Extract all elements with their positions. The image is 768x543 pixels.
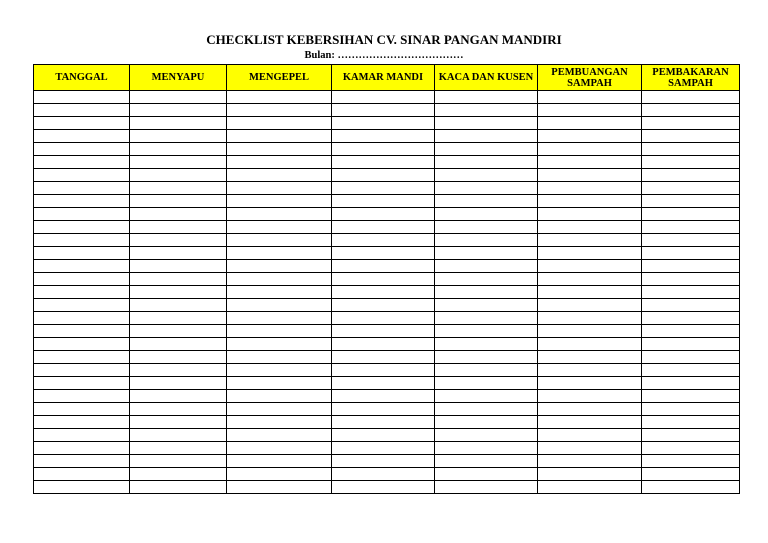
checklist-cell[interactable] bbox=[130, 260, 227, 273]
checklist-cell[interactable] bbox=[34, 299, 130, 312]
checklist-cell[interactable] bbox=[130, 130, 227, 143]
checklist-cell[interactable] bbox=[332, 247, 435, 260]
checklist-cell[interactable] bbox=[227, 221, 332, 234]
checklist-cell[interactable] bbox=[642, 312, 740, 325]
checklist-cell[interactable] bbox=[130, 195, 227, 208]
checklist-cell[interactable] bbox=[435, 260, 538, 273]
checklist-cell[interactable] bbox=[642, 442, 740, 455]
checklist-cell[interactable] bbox=[435, 299, 538, 312]
checklist-cell[interactable] bbox=[435, 377, 538, 390]
checklist-cell[interactable] bbox=[227, 390, 332, 403]
checklist-cell[interactable] bbox=[435, 143, 538, 156]
checklist-body bbox=[34, 91, 740, 494]
checklist-cell[interactable] bbox=[642, 351, 740, 364]
checklist-cell[interactable] bbox=[642, 364, 740, 377]
checklist-cell[interactable] bbox=[538, 312, 642, 325]
checklist-cell[interactable] bbox=[332, 221, 435, 234]
table-row bbox=[34, 117, 740, 130]
checklist-cell[interactable] bbox=[332, 455, 435, 468]
checklist-cell[interactable] bbox=[435, 312, 538, 325]
checklist-cell[interactable] bbox=[642, 299, 740, 312]
checklist-cell[interactable] bbox=[332, 299, 435, 312]
checklist-cell[interactable] bbox=[642, 429, 740, 442]
checklist-cell[interactable] bbox=[130, 169, 227, 182]
checklist-cell[interactable] bbox=[130, 247, 227, 260]
checklist-cell[interactable] bbox=[332, 377, 435, 390]
table-row bbox=[34, 156, 740, 169]
checklist-cell[interactable] bbox=[227, 403, 332, 416]
checklist-cell[interactable] bbox=[130, 325, 227, 338]
checklist-cell[interactable] bbox=[227, 91, 332, 104]
checklist-cell[interactable] bbox=[130, 416, 227, 429]
checklist-cell[interactable] bbox=[435, 455, 538, 468]
checklist-cell[interactable] bbox=[34, 364, 130, 377]
checklist-cell[interactable] bbox=[34, 104, 130, 117]
checklist-cell[interactable] bbox=[227, 117, 332, 130]
checklist-cell[interactable] bbox=[130, 117, 227, 130]
checklist-cell[interactable] bbox=[642, 130, 740, 143]
checklist-cell[interactable] bbox=[227, 468, 332, 481]
checklist-cell[interactable] bbox=[130, 403, 227, 416]
table-row bbox=[34, 286, 740, 299]
checklist-cell[interactable] bbox=[538, 260, 642, 273]
checklist-cell[interactable] bbox=[34, 221, 130, 234]
checklist-cell[interactable] bbox=[435, 364, 538, 377]
header-row bbox=[34, 65, 740, 91]
checklist-cell[interactable] bbox=[130, 429, 227, 442]
checklist-cell[interactable] bbox=[227, 325, 332, 338]
table-row bbox=[34, 364, 740, 377]
checklist-cell[interactable] bbox=[642, 286, 740, 299]
checklist-cell[interactable] bbox=[332, 208, 435, 221]
checklist-cell[interactable] bbox=[642, 247, 740, 260]
checklist-cell[interactable] bbox=[130, 182, 227, 195]
checklist-cell[interactable] bbox=[227, 104, 332, 117]
checklist-cell[interactable] bbox=[538, 156, 642, 169]
checklist-cell[interactable] bbox=[332, 442, 435, 455]
table-row bbox=[34, 403, 740, 416]
checklist-cell[interactable] bbox=[34, 403, 130, 416]
checklist-cell[interactable] bbox=[642, 325, 740, 338]
checklist-cell[interactable] bbox=[538, 221, 642, 234]
checklist-cell[interactable] bbox=[130, 442, 227, 455]
checklist-cell[interactable] bbox=[227, 143, 332, 156]
checklist-cell[interactable] bbox=[332, 234, 435, 247]
checklist-cell[interactable] bbox=[538, 390, 642, 403]
checklist-cell[interactable] bbox=[332, 195, 435, 208]
checklist-cell[interactable] bbox=[34, 247, 130, 260]
checklist-cell[interactable] bbox=[332, 143, 435, 156]
checklist-cell[interactable] bbox=[435, 208, 538, 221]
table-row bbox=[34, 221, 740, 234]
checklist-cell[interactable] bbox=[435, 130, 538, 143]
checklist-cell[interactable] bbox=[130, 208, 227, 221]
checklist-cell[interactable] bbox=[538, 299, 642, 312]
checklist-cell[interactable] bbox=[435, 429, 538, 442]
checklist-cell[interactable] bbox=[332, 312, 435, 325]
checklist-cell[interactable] bbox=[332, 130, 435, 143]
checklist-cell[interactable] bbox=[130, 312, 227, 325]
checklist-cell[interactable] bbox=[642, 377, 740, 390]
table-row bbox=[34, 247, 740, 260]
checklist-cell[interactable] bbox=[130, 351, 227, 364]
checklist-cell[interactable] bbox=[435, 338, 538, 351]
checklist-cell[interactable] bbox=[538, 130, 642, 143]
checklist-cell[interactable] bbox=[34, 286, 130, 299]
checklist-cell[interactable] bbox=[642, 468, 740, 481]
checklist-cell[interactable] bbox=[435, 91, 538, 104]
checklist-cell[interactable] bbox=[227, 130, 332, 143]
checklist-cell[interactable] bbox=[34, 455, 130, 468]
checklist-cell[interactable] bbox=[34, 117, 130, 130]
checklist-cell[interactable] bbox=[130, 390, 227, 403]
checklist-cell[interactable] bbox=[34, 143, 130, 156]
checklist-cell[interactable] bbox=[34, 91, 130, 104]
table-row bbox=[34, 481, 740, 494]
checklist-cell[interactable] bbox=[332, 182, 435, 195]
table-row bbox=[34, 416, 740, 429]
checklist-cell[interactable] bbox=[332, 468, 435, 481]
checklist-cell[interactable] bbox=[435, 117, 538, 130]
table-row bbox=[34, 234, 740, 247]
checklist-cell[interactable] bbox=[642, 91, 740, 104]
checklist-cell[interactable] bbox=[538, 273, 642, 286]
checklist-cell[interactable] bbox=[435, 403, 538, 416]
checklist-cell[interactable] bbox=[227, 247, 332, 260]
checklist-cell[interactable] bbox=[130, 377, 227, 390]
checklist-cell[interactable] bbox=[642, 104, 740, 117]
checklist-cell[interactable] bbox=[435, 169, 538, 182]
table-row bbox=[34, 91, 740, 104]
checklist-cell[interactable] bbox=[130, 286, 227, 299]
checklist-cell[interactable] bbox=[130, 468, 227, 481]
checklist-cell[interactable] bbox=[332, 325, 435, 338]
checklist-cell[interactable] bbox=[538, 91, 642, 104]
checklist-cell[interactable] bbox=[538, 416, 642, 429]
checklist-cell[interactable] bbox=[130, 234, 227, 247]
checklist-cell[interactable] bbox=[435, 351, 538, 364]
checklist-cell[interactable] bbox=[332, 117, 435, 130]
checklist-cell[interactable] bbox=[642, 260, 740, 273]
checklist-cell[interactable] bbox=[538, 429, 642, 442]
checklist-cell[interactable] bbox=[642, 455, 740, 468]
checklist-cell[interactable] bbox=[435, 390, 538, 403]
checklist-cell[interactable] bbox=[642, 208, 740, 221]
checklist-cell[interactable] bbox=[435, 481, 538, 494]
checklist-cell[interactable] bbox=[642, 117, 740, 130]
month-field-label: Bulan: ……………………………… bbox=[304, 50, 464, 61]
table-row bbox=[34, 429, 740, 442]
checklist-cell[interactable] bbox=[130, 91, 227, 104]
table-row bbox=[34, 208, 740, 221]
checklist-cell[interactable] bbox=[538, 117, 642, 130]
checklist-cell[interactable] bbox=[34, 325, 130, 338]
checklist-cell[interactable] bbox=[34, 416, 130, 429]
checklist-table bbox=[33, 64, 740, 494]
checklist-cell[interactable] bbox=[332, 351, 435, 364]
checklist-cell[interactable] bbox=[34, 169, 130, 182]
checklist-cell[interactable] bbox=[34, 377, 130, 390]
table-row bbox=[34, 260, 740, 273]
table-row bbox=[34, 351, 740, 364]
checklist-cell[interactable] bbox=[435, 156, 538, 169]
checklist-cell[interactable] bbox=[332, 403, 435, 416]
checklist-cell[interactable] bbox=[642, 273, 740, 286]
checklist-cell[interactable] bbox=[538, 455, 642, 468]
checklist-cell[interactable] bbox=[227, 481, 332, 494]
checklist-cell[interactable] bbox=[227, 234, 332, 247]
checklist-cell[interactable] bbox=[538, 234, 642, 247]
checklist-cell[interactable] bbox=[332, 169, 435, 182]
checklist-cell[interactable] bbox=[130, 481, 227, 494]
checklist-cell[interactable] bbox=[332, 104, 435, 117]
table-row bbox=[34, 182, 740, 195]
checklist-cell[interactable] bbox=[34, 390, 130, 403]
checklist-cell[interactable] bbox=[538, 182, 642, 195]
checklist-cell[interactable] bbox=[34, 442, 130, 455]
table-row bbox=[34, 130, 740, 143]
checklist-cell[interactable] bbox=[435, 182, 538, 195]
table-row bbox=[34, 455, 740, 468]
checklist-cell[interactable] bbox=[332, 91, 435, 104]
checklist-cell[interactable] bbox=[227, 273, 332, 286]
column-header-menyapu: MENYAPU bbox=[130, 65, 227, 91]
table-row bbox=[34, 442, 740, 455]
checklist-cell[interactable] bbox=[538, 195, 642, 208]
checklist-cell[interactable] bbox=[435, 195, 538, 208]
checklist-cell[interactable] bbox=[227, 286, 332, 299]
checklist-cell[interactable] bbox=[538, 442, 642, 455]
checklist-cell[interactable] bbox=[538, 208, 642, 221]
checklist-cell[interactable] bbox=[227, 260, 332, 273]
checklist-cell[interactable] bbox=[332, 260, 435, 273]
checklist-cell[interactable] bbox=[642, 390, 740, 403]
checklist-cell[interactable] bbox=[130, 156, 227, 169]
checklist-cell[interactable] bbox=[642, 416, 740, 429]
checklist-cell[interactable] bbox=[332, 364, 435, 377]
table-row bbox=[34, 338, 740, 351]
checklist-cell[interactable] bbox=[227, 416, 332, 429]
checklist-cell[interactable] bbox=[642, 195, 740, 208]
checklist-cell[interactable] bbox=[435, 325, 538, 338]
checklist-cell[interactable] bbox=[538, 286, 642, 299]
table-row bbox=[34, 143, 740, 156]
checklist-cell[interactable] bbox=[34, 312, 130, 325]
checklist-cell[interactable] bbox=[34, 234, 130, 247]
table-row bbox=[34, 377, 740, 390]
checklist-cell[interactable] bbox=[130, 364, 227, 377]
checklist-cell[interactable] bbox=[332, 338, 435, 351]
table-row bbox=[34, 312, 740, 325]
checklist-cell[interactable] bbox=[538, 377, 642, 390]
checklist-cell[interactable] bbox=[435, 104, 538, 117]
checklist-cell[interactable] bbox=[227, 377, 332, 390]
table-row bbox=[34, 273, 740, 286]
table-row bbox=[34, 169, 740, 182]
checklist-cell[interactable] bbox=[642, 143, 740, 156]
checklist-cell[interactable] bbox=[227, 169, 332, 182]
checklist-cell[interactable] bbox=[435, 234, 538, 247]
checklist-cell[interactable] bbox=[34, 130, 130, 143]
checklist-cell[interactable] bbox=[227, 442, 332, 455]
checklist-cell[interactable] bbox=[227, 299, 332, 312]
checklist-cell[interactable] bbox=[130, 221, 227, 234]
checklist-cell[interactable] bbox=[642, 169, 740, 182]
checklist-cell[interactable] bbox=[538, 481, 642, 494]
checklist-cell[interactable] bbox=[227, 338, 332, 351]
checklist-cell[interactable] bbox=[34, 195, 130, 208]
checklist-cell[interactable] bbox=[435, 247, 538, 260]
column-header-tanggal: TANGGAL bbox=[34, 65, 130, 91]
checklist-cell[interactable] bbox=[130, 455, 227, 468]
checklist-cell[interactable] bbox=[538, 468, 642, 481]
checklist-cell[interactable] bbox=[538, 364, 642, 377]
checklist-cell[interactable] bbox=[227, 351, 332, 364]
checklist-cell[interactable] bbox=[227, 429, 332, 442]
column-header-kamar-mandi: KAMAR MANDI bbox=[332, 65, 435, 91]
checklist-cell[interactable] bbox=[538, 325, 642, 338]
checklist-cell[interactable] bbox=[642, 221, 740, 234]
checklist-cell[interactable] bbox=[435, 221, 538, 234]
table-row bbox=[34, 104, 740, 117]
checklist-cell[interactable] bbox=[227, 208, 332, 221]
checklist-cell[interactable] bbox=[332, 286, 435, 299]
checklist-cell[interactable] bbox=[538, 338, 642, 351]
checklist-cell[interactable] bbox=[538, 403, 642, 416]
checklist-cell[interactable] bbox=[538, 247, 642, 260]
table-row bbox=[34, 299, 740, 312]
checklist-cell[interactable] bbox=[130, 273, 227, 286]
checklist-cell[interactable] bbox=[642, 156, 740, 169]
checklist-cell[interactable] bbox=[130, 104, 227, 117]
checklist-cell[interactable] bbox=[34, 208, 130, 221]
checklist-cell[interactable] bbox=[642, 338, 740, 351]
checklist-cell[interactable] bbox=[34, 338, 130, 351]
checklist-cell[interactable] bbox=[227, 455, 332, 468]
checklist-cell[interactable] bbox=[34, 260, 130, 273]
checklist-cell[interactable] bbox=[332, 481, 435, 494]
checklist-cell[interactable] bbox=[34, 351, 130, 364]
checklist-cell[interactable] bbox=[130, 299, 227, 312]
checklist-cell[interactable] bbox=[435, 286, 538, 299]
checklist-cell[interactable] bbox=[34, 156, 130, 169]
checklist-cell[interactable] bbox=[538, 169, 642, 182]
checklist-cell[interactable] bbox=[227, 195, 332, 208]
checklist-cell[interactable] bbox=[227, 364, 332, 377]
checklist-cell[interactable] bbox=[435, 416, 538, 429]
checklist-cell[interactable] bbox=[435, 442, 538, 455]
column-header-pembuangan-sampah: PEMBUANGAN SAMPAH bbox=[538, 65, 642, 91]
checklist-cell[interactable] bbox=[642, 403, 740, 416]
page-title: CHECKLIST KEBERSIHAN CV. SINAR PANGAN MANDIRI bbox=[206, 32, 562, 47]
checklist-cell[interactable] bbox=[34, 481, 130, 494]
table-row bbox=[34, 195, 740, 208]
table-row bbox=[34, 390, 740, 403]
checklist-cell[interactable] bbox=[332, 416, 435, 429]
checklist-cell[interactable] bbox=[642, 182, 740, 195]
checklist-cell[interactable] bbox=[130, 143, 227, 156]
checklist-cell[interactable] bbox=[332, 429, 435, 442]
checklist-cell[interactable] bbox=[332, 390, 435, 403]
checklist-cell[interactable] bbox=[435, 273, 538, 286]
checklist-cell[interactable] bbox=[538, 351, 642, 364]
checklist-cell[interactable] bbox=[332, 273, 435, 286]
checklist-cell[interactable] bbox=[34, 468, 130, 481]
checklist-cell[interactable] bbox=[538, 104, 642, 117]
checklist-cell[interactable] bbox=[435, 468, 538, 481]
table-row bbox=[34, 325, 740, 338]
checklist-cell[interactable] bbox=[642, 481, 740, 494]
checklist-cell[interactable] bbox=[130, 338, 227, 351]
checklist-cell[interactable] bbox=[227, 182, 332, 195]
checklist-cell[interactable] bbox=[227, 156, 332, 169]
column-header-mengepel: MENGEPEL bbox=[227, 65, 332, 91]
checklist-cell[interactable] bbox=[227, 312, 332, 325]
checklist-cell[interactable] bbox=[642, 234, 740, 247]
checklist-cell[interactable] bbox=[34, 429, 130, 442]
checklist-cell[interactable] bbox=[332, 156, 435, 169]
table-row bbox=[34, 468, 740, 481]
column-header-kaca-dan-kusen: KACA DAN KUSEN bbox=[435, 65, 538, 91]
checklist-cell[interactable] bbox=[34, 182, 130, 195]
checklist-cell[interactable] bbox=[34, 273, 130, 286]
column-header-pembakaran-sampah: PEMBAKARAN SAMPAH bbox=[642, 65, 740, 91]
checklist-cell[interactable] bbox=[538, 143, 642, 156]
